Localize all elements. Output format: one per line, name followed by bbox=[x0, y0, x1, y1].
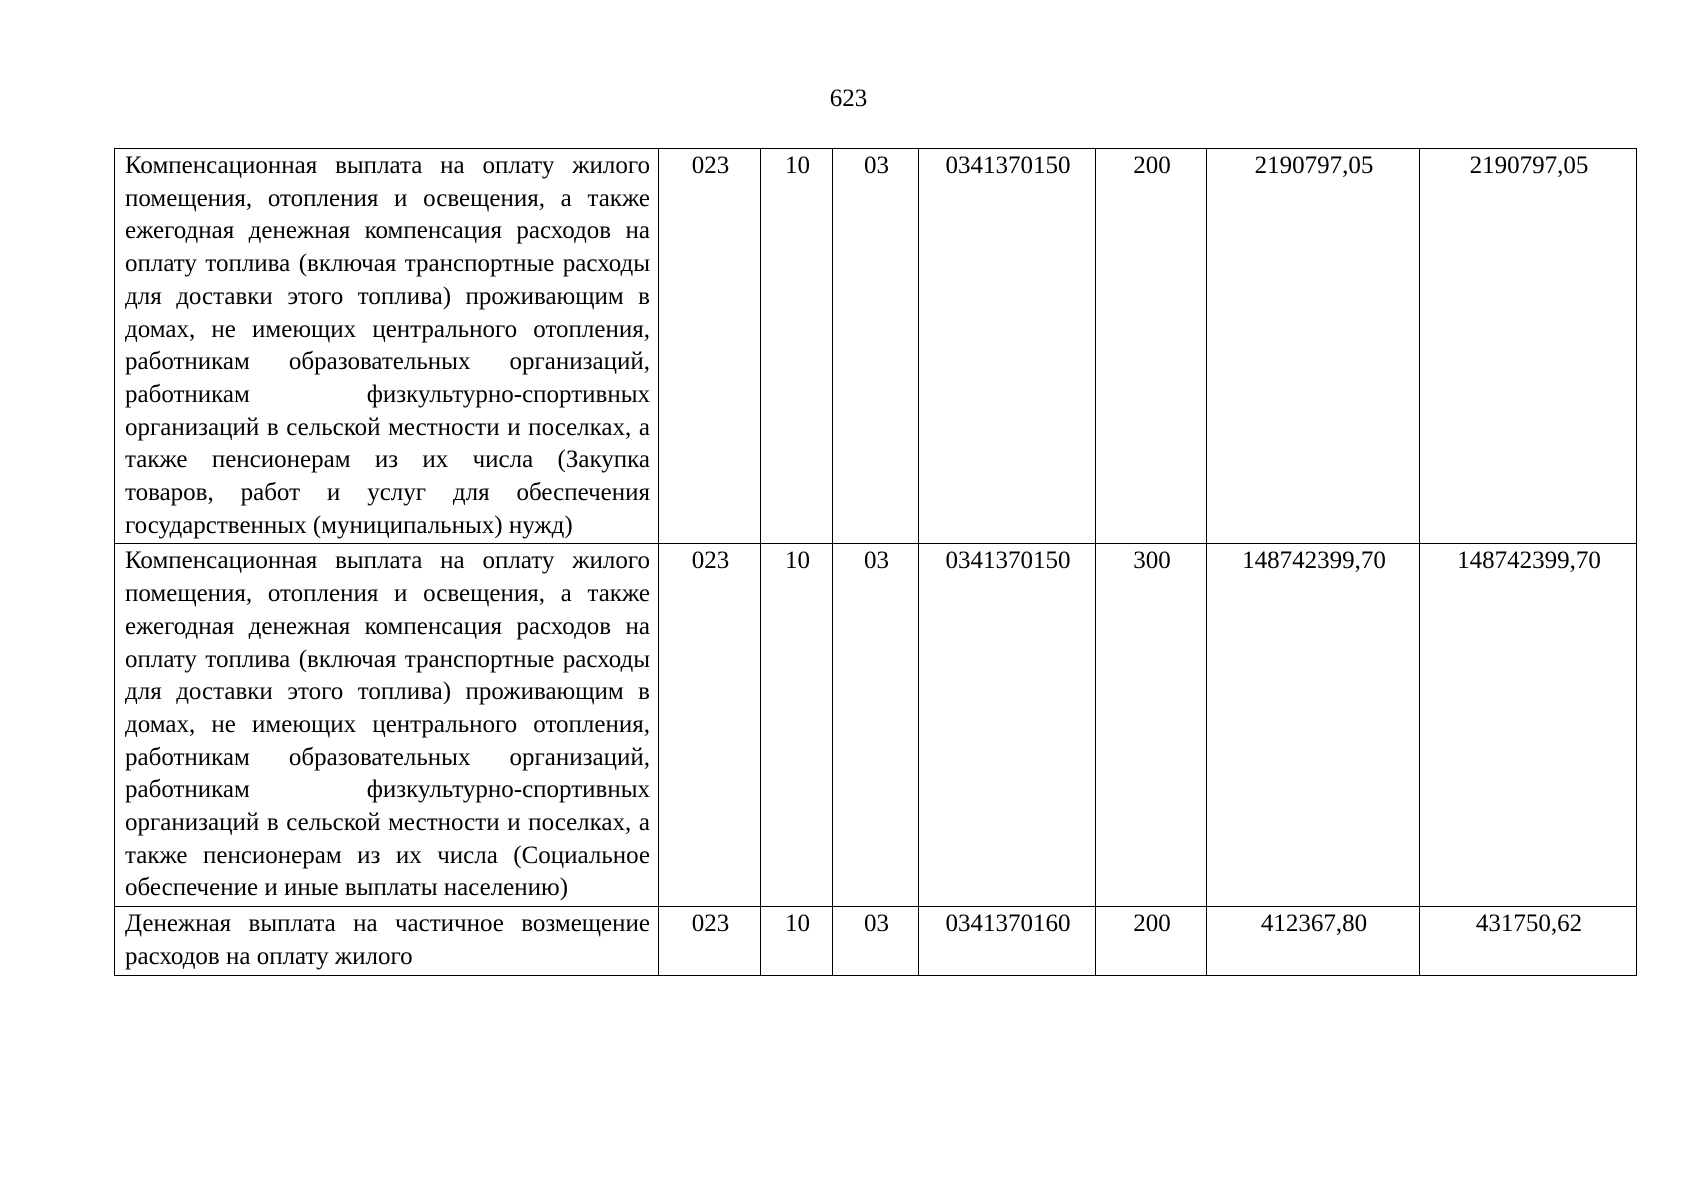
ministry-code: 023 bbox=[659, 907, 761, 975]
expense-type-code: 200 bbox=[1096, 907, 1207, 975]
subsection-code: 03 bbox=[833, 907, 919, 975]
target-article-code: 0341370160 bbox=[919, 907, 1096, 975]
target-article-code: 0341370150 bbox=[919, 149, 1096, 544]
amount-year-1: 148742399,70 bbox=[1207, 544, 1420, 907]
section-code: 10 bbox=[761, 907, 833, 975]
target-article-code: 0341370150 bbox=[919, 544, 1096, 907]
section-code: 10 bbox=[761, 544, 833, 907]
amount-year-1: 2190797,05 bbox=[1207, 149, 1420, 544]
table-row bbox=[115, 544, 1637, 907]
section-code: 10 bbox=[761, 149, 833, 544]
amount-year-2: 148742399,70 bbox=[1420, 544, 1637, 907]
row-description: Денежная выплата на частичное возмещение расходов на оплату жилого bbox=[115, 907, 659, 975]
amount-year-2: 431750,62 bbox=[1420, 907, 1637, 975]
row-description: Компенсационная выплата на оплату жилого помещения, отопления и освещения, а также ежегодная денежная компенсация расходов на оплату топлива (включая транспортные расходы для доставки этого топлива) проживающим в домах, не имеющих центрального отопления, работникам образовательных организаций, работникам физкультурно-спортивных организаций в сельской местности и поселках, а также пенсионерам из их числа (Социальное обеспечение и иные выплаты населению) bbox=[115, 544, 659, 907]
amount-year-2: 2190797,05 bbox=[1420, 149, 1637, 544]
budget-table bbox=[114, 148, 1637, 976]
page-number: 623 bbox=[829, 85, 868, 112]
expense-type-code: 200 bbox=[1096, 149, 1207, 544]
row-description: Компенсационная выплата на оплату жилого помещения, отопления и освещения, а также ежегодная денежная компенсация расходов на оплату топлива (включая транспортные расходы для доставки этого топлива) проживающим в домах, не имеющих центрального отопления, работникам образовательных организаций, работникам физкультурно-спортивных организаций в сельской местности и поселках, а также пенсионерам из их числа (Закупка товаров, работ и услуг для обеспечения государственных (муниципальных) нужд) bbox=[115, 149, 659, 544]
table-row bbox=[115, 149, 1637, 544]
expense-type-code: 300 bbox=[1096, 544, 1207, 907]
ministry-code: 023 bbox=[659, 544, 761, 907]
ministry-code: 023 bbox=[659, 149, 761, 544]
amount-year-1: 412367,80 bbox=[1207, 907, 1420, 975]
subsection-code: 03 bbox=[833, 544, 919, 907]
table-row bbox=[115, 907, 1637, 975]
subsection-code: 03 bbox=[833, 149, 919, 544]
